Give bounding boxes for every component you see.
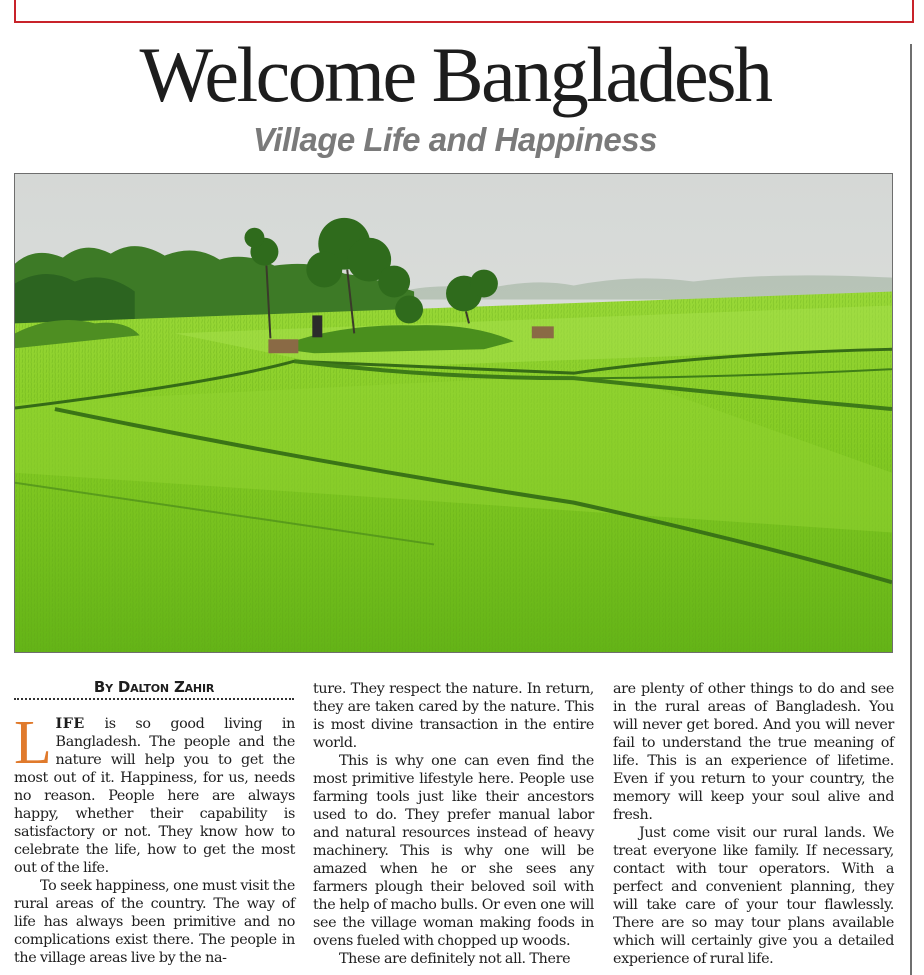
dropcap: L	[14, 709, 52, 777]
byline: By Dalton Zahir	[14, 678, 294, 700]
lead-word: IFE	[55, 716, 85, 732]
article-paragraph: are plenty of other things to do and see in the rural areas of Bangladesh. You will never get bored. And you will never fail to understand the true meaning of life. This is an experience of lifetime. Even if you return to your country, the memory will keep your soul alive and fresh.	[613, 681, 894, 823]
article-paragraph: This is why one can even find the most primitive lifestyle here. People use farming tools just like their ancestors used to do. They prefer manual labor and natural resources instead of heavy machinery. This is why one will be amazed when he or she sees any farmers plough their beloved soil with the help of macho bulls. Or even one will see the village woman making foods in ovens fueled with chopped up woods.	[313, 753, 594, 949]
subheadline: Village Life and Happiness	[253, 121, 657, 158]
top-frame-border	[14, 0, 914, 23]
article-column-3	[613, 680, 894, 968]
article-paragraph	[14, 709, 295, 877]
article-photo	[14, 173, 893, 653]
article-paragraph: These are definitely not all. There	[339, 951, 571, 967]
paragraph-text: is so good living in Bangladesh. The people and the nature will help you to get the most out of it. Happiness, for us, needs no reason. People here are always happy, whether their capability is satisfactory or not. They know how to celebrate the life, how to get the most out of the life.	[14, 716, 295, 876]
article-paragraph: ture. They respect the nature. In return, they are taken cared by the nature. This is most divine transaction in the entire world.	[313, 681, 594, 751]
article-column-1	[14, 709, 295, 967]
column-rule-right	[910, 44, 912, 975]
headline: Welcome Bangladesh	[139, 31, 771, 118]
article-paragraph: Just come visit our rural lands. We treat everyone like family. If necessary, contact with tour operators. With a perfect and convenient planning, they will take care of your tour flawlessly. There are so may tour plans available which will certainly give you a detailed experience of rural life.	[613, 825, 894, 967]
article-column-2	[313, 680, 594, 968]
article-paragraph: To seek happiness, one must visit the rural areas of the country. The way of life has always been primitive and no complications exist there. The people in the village areas live by the na-	[14, 878, 295, 966]
